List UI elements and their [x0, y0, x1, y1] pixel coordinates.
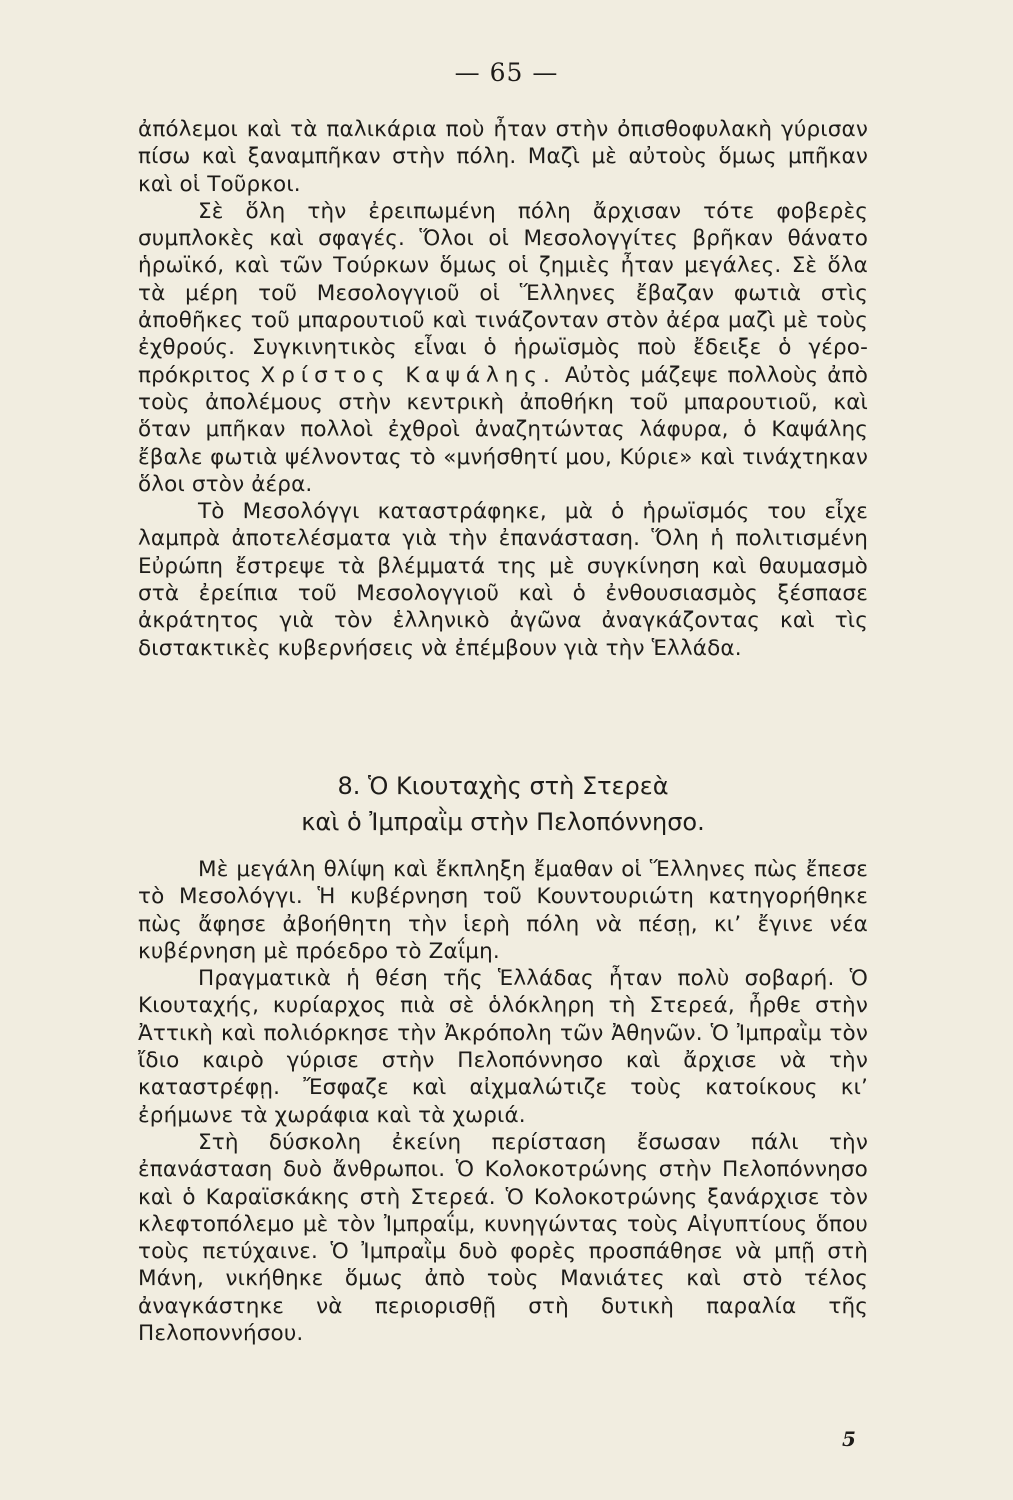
- paragraph: Στὴ δύσκολη ἐκείνη περίσταση ἔσωσαν πάλι τὴν ἐπανάσταση δυὸ ἄνθρωποι. Ὁ Κολοκοτρώνης στὴν Πελοπόννησο καὶ ὁ Καραϊσκάκης στὴ Στερεά. Ὁ Κολοκοτρώνης ξανάρχισε τὸν κλεφτοπόλεμο μὲ τὸν Ἰμπραΐμ, κυνηγώντας τοὺς Αἰγυπτίους ὅπου τοὺς πετύχαινε. Ὁ Ἰμπραῒμ δυὸ φορὲς προσπάθησε νὰ μπῇ στὴ Μάνη, νικήθηκε ὅμως ἀπὸ τοὺς Μανιάτες καὶ στὸ τέλος ἀναγκάστηκε νὰ περιορισθῇ στὴ δυτικὴ παραλία τῆς Πελοποννήσου.: [138, 1129, 868, 1347]
- page-number: — 65 —: [454, 58, 559, 87]
- paragraph: Πραγματικὰ ἡ θέση τῆς Ἑλλάδας ἦταν πολὺ σοβαρή. Ὁ Κιουταχής, κυρίαρχος πιὰ σὲ ὁλόκληρη τὴ Στερεά, ἦρθε στὴν Ἀττικὴ καὶ πολιόρκησε τὴν Ἀκρόπολη τῶν Ἀθηνῶν. Ὁ Ἰμπραῒμ τὸν ἴδιο καιρὸ γύρισε στὴν Πελοπόννησο καὶ ἄρχισε νὰ τὴν καταστρέφῃ. Ἔσφαζε καὶ αἰχμαλώτιζε τοὺς κατοίκους κι’ ἐρήμωνε τὰ χωράφια καὶ τὰ χωριά.: [138, 966, 868, 1128]
- heading-line-1: 8. Ὁ Κιουταχὴς στὴ Στερεὰ: [337, 772, 669, 800]
- signature-mark: 5: [842, 1427, 856, 1451]
- spaced-name: Χρίστος Καψάλης.: [260, 362, 556, 388]
- text-block-lower: [138, 856, 868, 1347]
- text-block-upper: [138, 116, 868, 662]
- paragraph: ἀπόλεμοι καὶ τὰ παλικάρια ποὺ ἦταν στὴν ὀπισθοφυλακὴ γύρισαν πίσω καὶ ξαναμπῆκαν στὴν πόλη. Μαζὶ μὲ αὐτοὺς ὅμως μπῆκαν καὶ οἱ Τοῦρκοι.: [138, 117, 868, 197]
- paragraph-text: Αὐτὸς μάζεψε πολλοὺς ἀπὸ τοὺς ἀπολέμους στὴν κεντρικὴ ἀποθήκη τοῦ μπαρουτιοῦ, καὶ ὅταν μπῆκαν πολλοὶ ἐχθροὶ ἀναζητώντας λάφυρα, ὁ Καψάλης ἔβαλε φωτιὰ ψέλνοντας τὸ «μνήσθητί μου, Κύριε» καὶ τινάχτηκαν ὅλοι στὸν ἀέρα.: [138, 362, 869, 497]
- heading-line-2: καὶ ὁ Ἰμπραῒμ στὴν Πελοπόννησο.: [301, 808, 705, 836]
- section-heading: [138, 768, 868, 840]
- paragraph: [138, 198, 868, 498]
- paragraph-text: Σὲ ὅλη τὴν ἐρειπωμένη πόλη ἄρχισαν τότε φοβερὲς συμπλοκὲς καὶ σφαγές. Ὅλοι οἱ Μεσολογγίτες βρῆκαν θάνατο ἡρωϊκό, καὶ τῶν Τούρκων ὅμως οἱ ζημιὲς ἦταν μεγάλες. Σὲ ὅλα τὰ μέρη τοῦ Μεσολογγιοῦ οἱ Ἕλληνες ἔβαζαν φωτιὰ στὶς ἀποθῆκες τοῦ μπαρουτιοῦ καὶ τινάζονταν στὸν ἀέρα μαζὶ μὲ τοὺς ἐχθρούς. Συγκινητικὸς εἶναι ὁ ἡρωϊσμὸς ποὺ ἔδειξε ὁ γέρο-πρόκριτος: [138, 198, 868, 388]
- paragraph: Τὸ Μεσολόγγι καταστράφηκε, μὰ ὁ ἡρωϊσμός του εἶχε λαμπρὰ ἀποτελέσματα γιὰ τὴν ἐπανάσταση. Ὅλη ἡ πολιτισμένη Εὐρώπη ἔστρεψε τὰ βλέμματά της μὲ συγκίνηση καὶ θαυμασμὸ στὰ ἐρείπια τοῦ Μεσολογγιοῦ καὶ ὁ ἐνθουσιασμὸς ξέσπασε ἀκράτητος γιὰ τὸν ἑλληνικὸ ἀγῶνα ἀναγκάζοντας καὶ τὶς διστακτικὲς κυβερνήσεις νὰ ἐπέμβουν γιὰ τὴν Ἑλλάδα.: [138, 499, 868, 661]
- paragraph: Μὲ μεγάλη θλίψη καὶ ἔκπληξη ἔμαθαν οἱ Ἕλληνες πὼς ἔπεσε τὸ Μεσολόγγι. Ἡ κυβέρνηση τοῦ Κουντουριώτη κατηγορήθηκε πὼς ἄφησε ἀβοήθητη τὴν ἱερὴ πόλη νὰ πέσῃ, κι’ ἔγινε νέα κυβέρνηση μὲ πρόεδρο τὸ Ζαΐμη.: [138, 857, 868, 964]
